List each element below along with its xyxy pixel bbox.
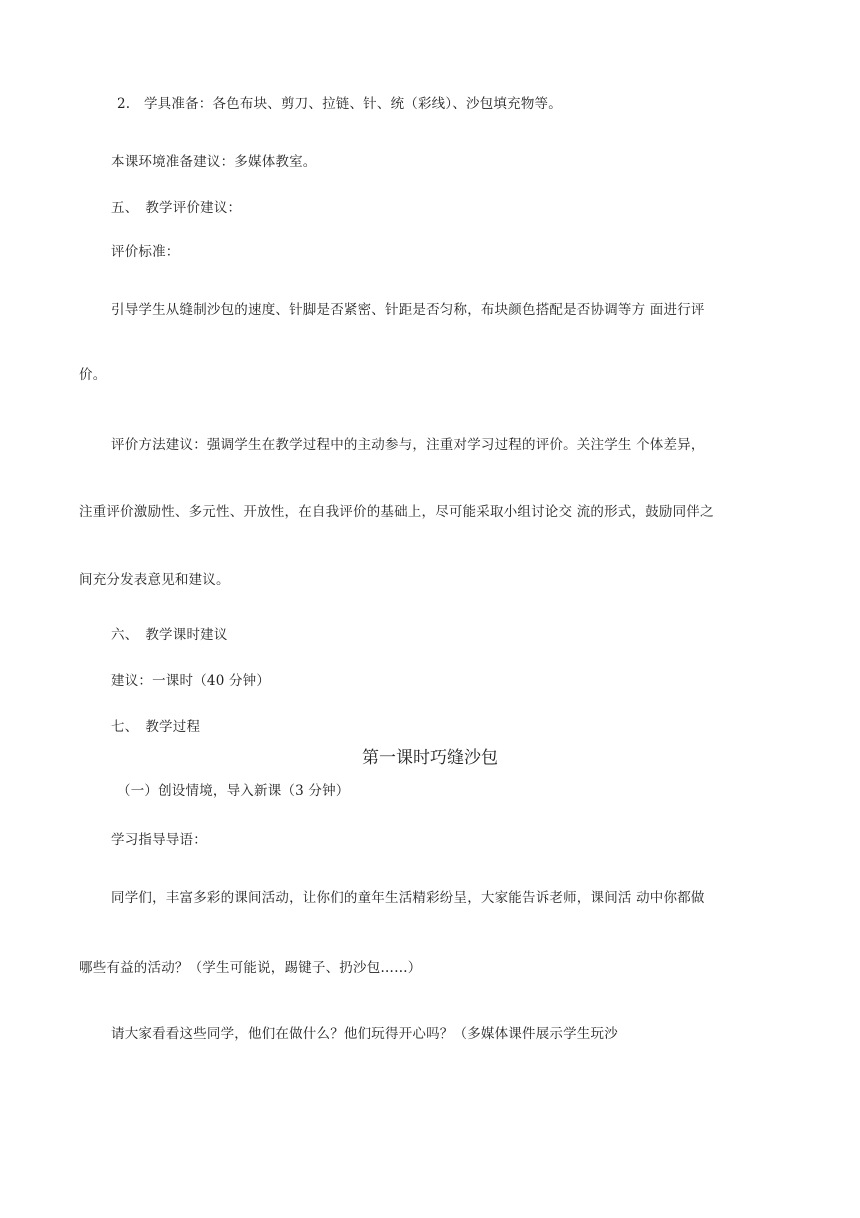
eval-method-text-3: 间充分发表意见和建议。 xyxy=(79,572,230,588)
guide-label: 学习指导导语： xyxy=(111,832,207,848)
guide-text-2: 哪些有益的活动？（学生可能说，踢键子、扔沙包……） xyxy=(79,960,422,976)
environment-line: 本课环境准备建议：多媒体教室。 xyxy=(111,154,317,170)
eval-method-text-1: 评价方法建议：强调学生在教学过程中的主动参与，注重对学习过程的评价。关注学生 个体差异， xyxy=(111,437,705,453)
lesson-title: 第一课时巧缝沙包 xyxy=(362,748,498,768)
step-one-heading: （一）创设情境，导入新课（3 分钟） xyxy=(117,783,350,799)
material-prep-line: 2. 学具准备：各色布块、剪刀、拉链、针、统（彩线）、沙包填充物等。 xyxy=(117,96,562,112)
section-five-heading: 五、 教学评价建议： xyxy=(111,200,242,216)
lesson-count-line: 建议：一课时（40 分钟） xyxy=(111,673,271,689)
section-six-heading: 六、 教学课时建议 xyxy=(111,627,228,643)
section-seven-heading: 七、 教学过程 xyxy=(111,719,201,735)
eval-standard-text-1: 引导学生从缝制沙包的速度、针脚是否紧密、针距是否匀称，布块颜色搭配是否协调等方 面进行评 xyxy=(111,302,705,318)
guide-text-3: 请大家看看这些同学，他们在做什么？他们玩得开心吗？（多媒体课件展示学生玩沙 xyxy=(111,1026,618,1042)
eval-standard-text-2: 价。 xyxy=(79,367,107,383)
eval-standard-label: 评价标准： xyxy=(111,244,180,260)
guide-text-1: 同学们，丰富多彩的课间活动，让你们的童年生活精彩纷呈，大家能告诉老师，课间活 动中你都做 xyxy=(111,890,705,906)
eval-method-text-2: 注重评价激励性、多元性、开放性，在自我评价的基础上，尽可能采取小组讨论交 流的形式，鼓励同伴之 xyxy=(79,504,714,520)
